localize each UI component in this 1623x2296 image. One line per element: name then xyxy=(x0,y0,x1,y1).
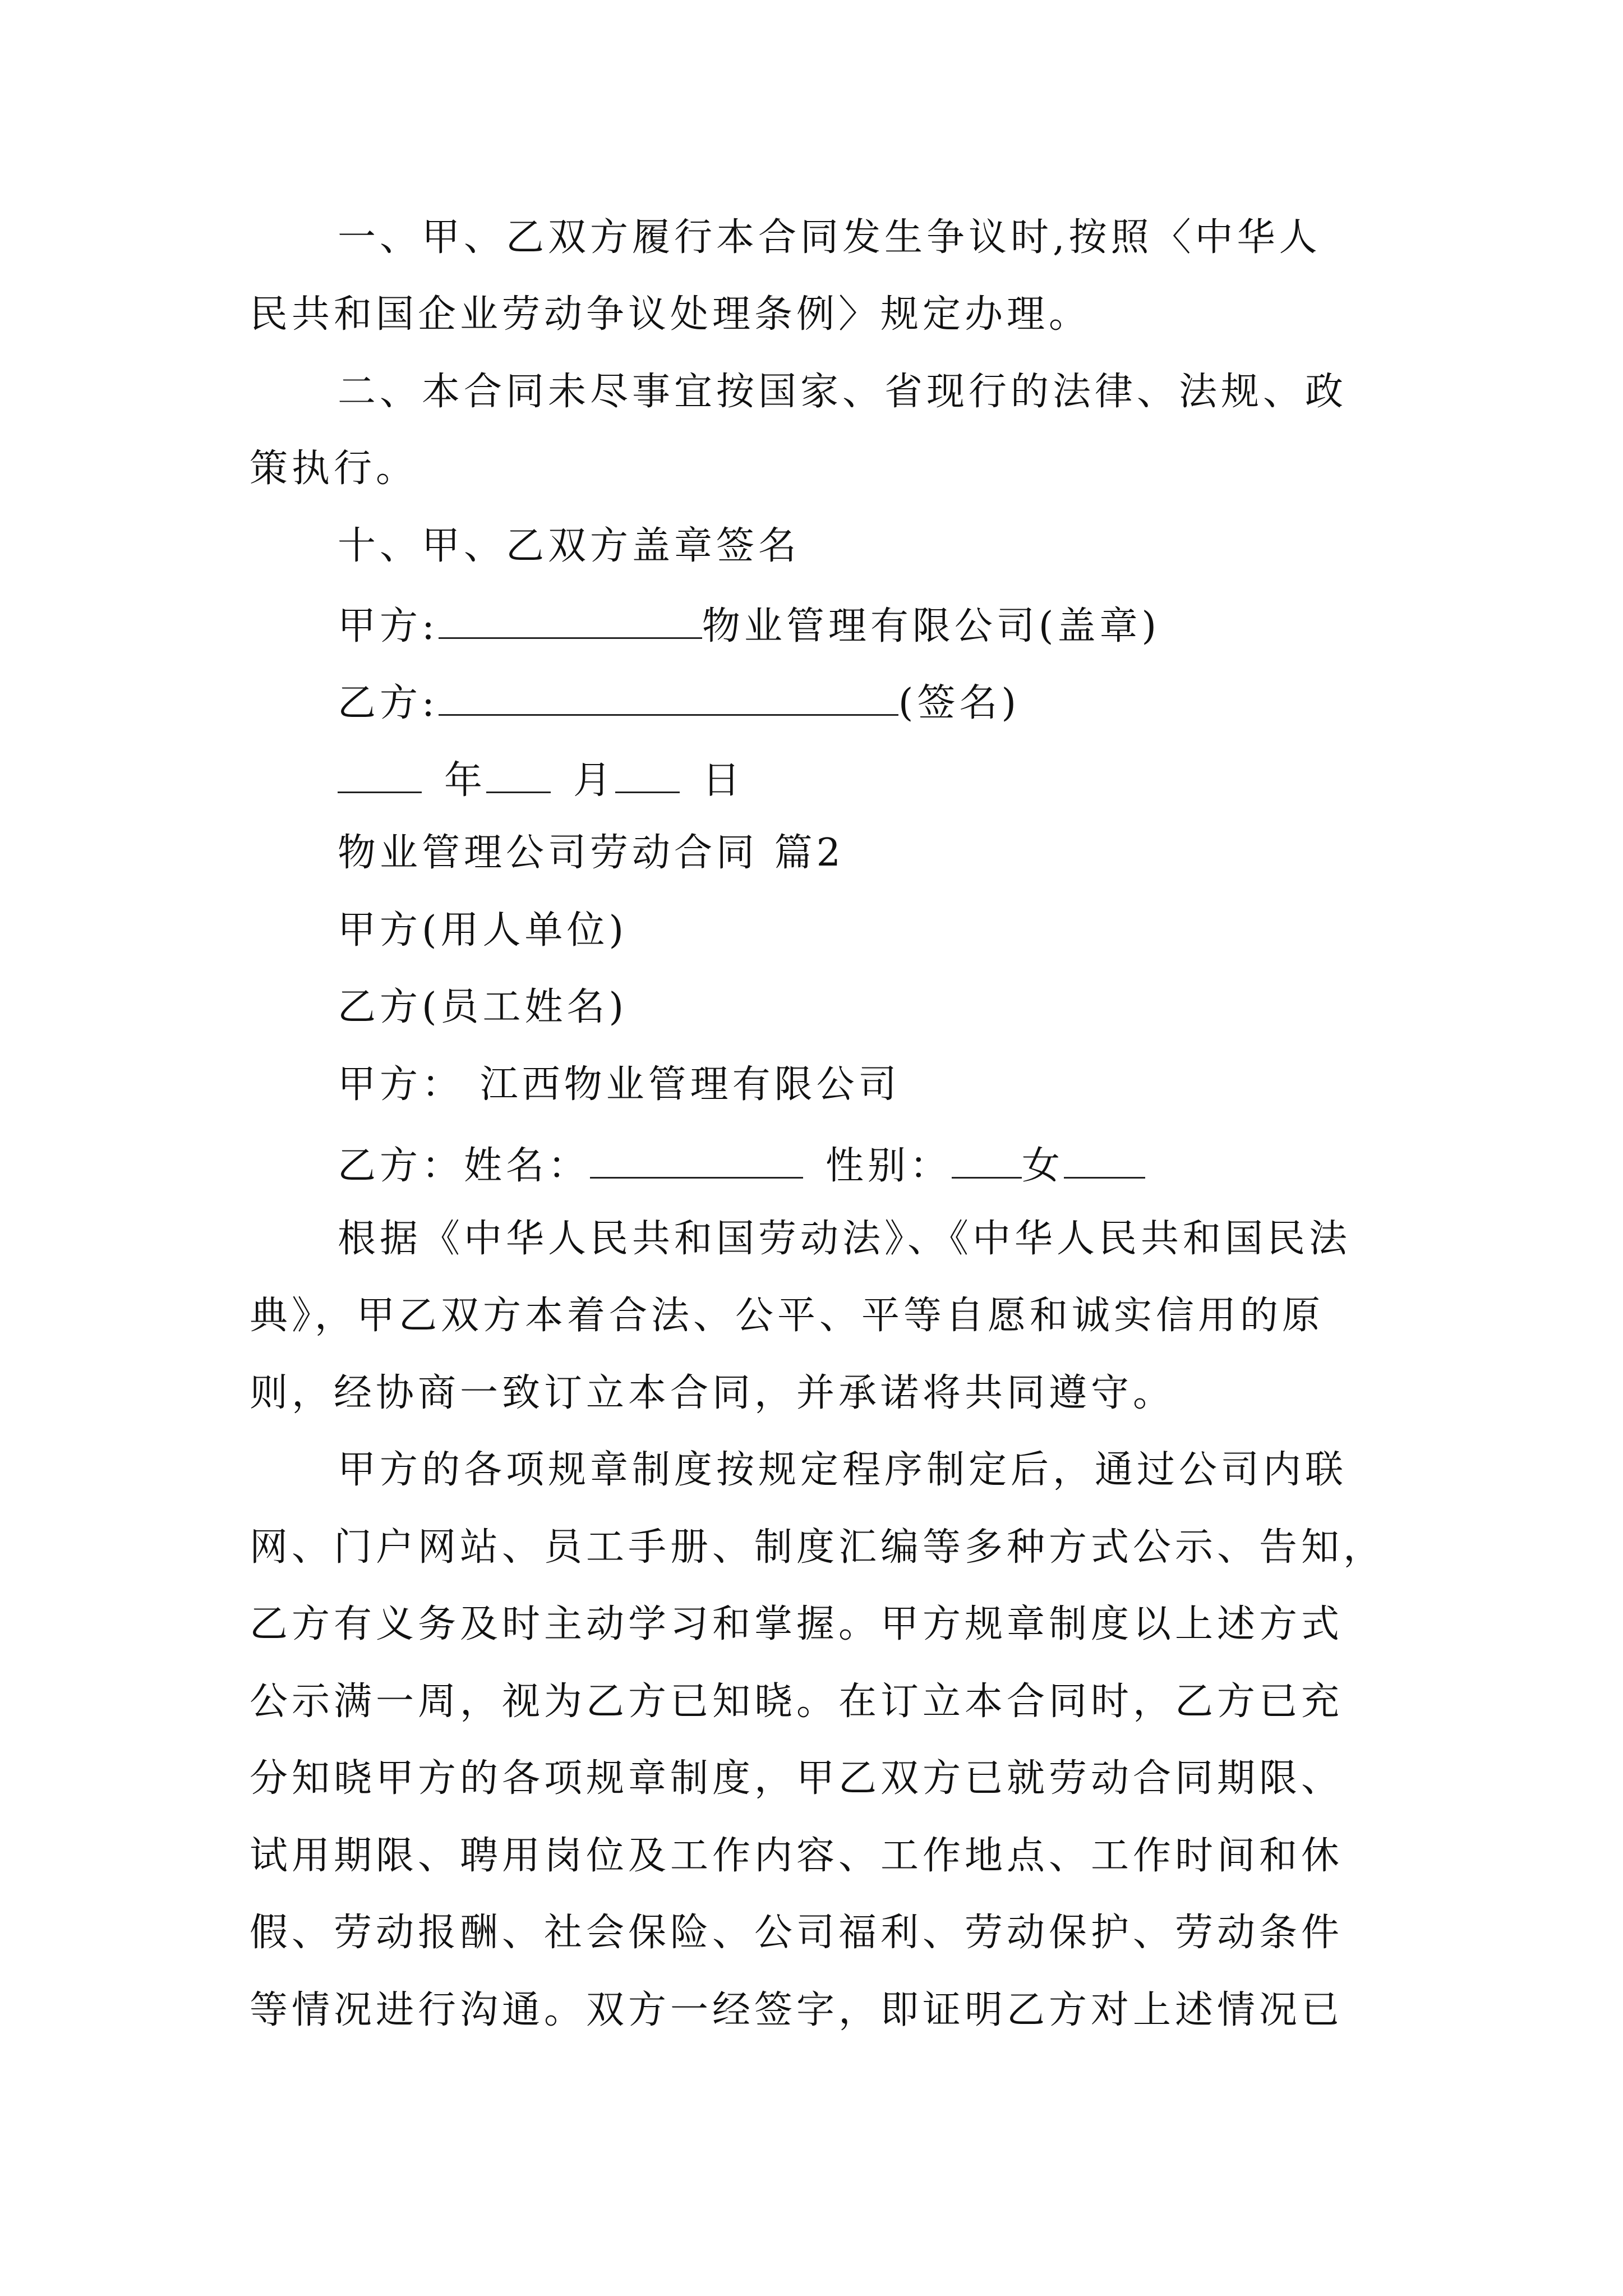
paragraph-3-line-3: 则，经协商一致订立本合同，并承诺将共同遵守。 xyxy=(250,1371,1175,1415)
party-b-signature-line xyxy=(338,680,1020,726)
party-a-suffix: 物业管理有限公司(盖章) xyxy=(702,604,1160,649)
party-b-name-line: 乙方(员工姓名) xyxy=(338,985,628,1029)
paragraph-2-line-2: 策执行。 xyxy=(250,447,418,491)
gender-blank-right xyxy=(1064,1143,1145,1179)
paragraph-3-line-1: 根据《中华人民共和国劳动法》、《中华人民共和国民法 xyxy=(338,1217,1352,1261)
paragraph-4-line-4: 公示满一周，视为乙方已知晓。在订立本合同时，乙方已充 xyxy=(250,1680,1344,1724)
party-b-name-label: 乙方：姓名： xyxy=(338,1144,591,1189)
party-a-signature-line xyxy=(338,603,1160,649)
party-a-blank xyxy=(439,603,702,639)
paragraph-2-line-1: 二、本合同未尽事宜按国家、省现行的法律、法规、政 xyxy=(338,370,1348,414)
paragraph-4-line-6: 试用期限、聘用岗位及工作内容、工作地点、工作时间和休 xyxy=(250,1834,1344,1878)
year-blank xyxy=(338,757,422,793)
party-b-suffix: (签名) xyxy=(898,681,1020,726)
gender-blank-left xyxy=(952,1143,1022,1179)
paragraph-4-line-8: 等情况进行沟通。双方一经签字，即证明乙方对上述情况已 xyxy=(250,1988,1344,2032)
paragraph-4-line-2: 网、门户网站、员工手册、制度汇编等多种方式公示、告知， xyxy=(250,1525,1386,1570)
paragraph-1-line-2: 民共和国企业劳动争议处理条例〉规定办理。 xyxy=(250,292,1091,337)
name-blank xyxy=(590,1143,803,1179)
month-label: 月 xyxy=(573,758,616,803)
date-line xyxy=(338,757,745,803)
contract-title: 物业管理公司劳动合同 篇2 xyxy=(338,831,845,875)
party-a-company-line: 甲方： 江西物业管理有限公司 xyxy=(338,1062,901,1107)
party-a-unit-line: 甲方(用人单位) xyxy=(338,908,628,953)
party-b-info-line xyxy=(338,1143,1145,1189)
section-heading: 十、甲、乙双方盖章签名 xyxy=(338,524,801,568)
party-b-blank xyxy=(439,680,898,716)
party-b-label: 乙方: xyxy=(338,681,439,726)
paragraph-4-line-7: 假、劳动报酬、社会保险、公司福利、劳动保护、劳动条件 xyxy=(250,1911,1344,1955)
paragraph-4-line-5: 分知晓甲方的各项规章制度，甲乙双方已就劳动合同期限、 xyxy=(250,1756,1344,1801)
year-label: 年 xyxy=(444,758,487,803)
paragraph-3-line-2: 典》，甲乙双方本着合法、公平、平等自愿和诚实信用的原 xyxy=(250,1294,1325,1338)
paragraph-4-line-1: 甲方的各项规章制度按规定程序制定后，通过公司内联 xyxy=(338,1448,1348,1492)
day-blank xyxy=(615,757,680,793)
month-blank xyxy=(486,757,551,793)
gender-label: 性别： xyxy=(826,1144,952,1189)
paragraph-4-line-3: 乙方有义务及时主动学习和掌握。甲方规章制度以上述方式 xyxy=(250,1602,1344,1646)
party-a-label: 甲方: xyxy=(338,604,439,649)
day-label: 日 xyxy=(702,758,745,803)
paragraph-1-line-1: 一、甲、乙双方履行本合同发生争议时,按照〈中华人 xyxy=(338,215,1321,260)
gender-value: 女 xyxy=(1022,1144,1064,1189)
